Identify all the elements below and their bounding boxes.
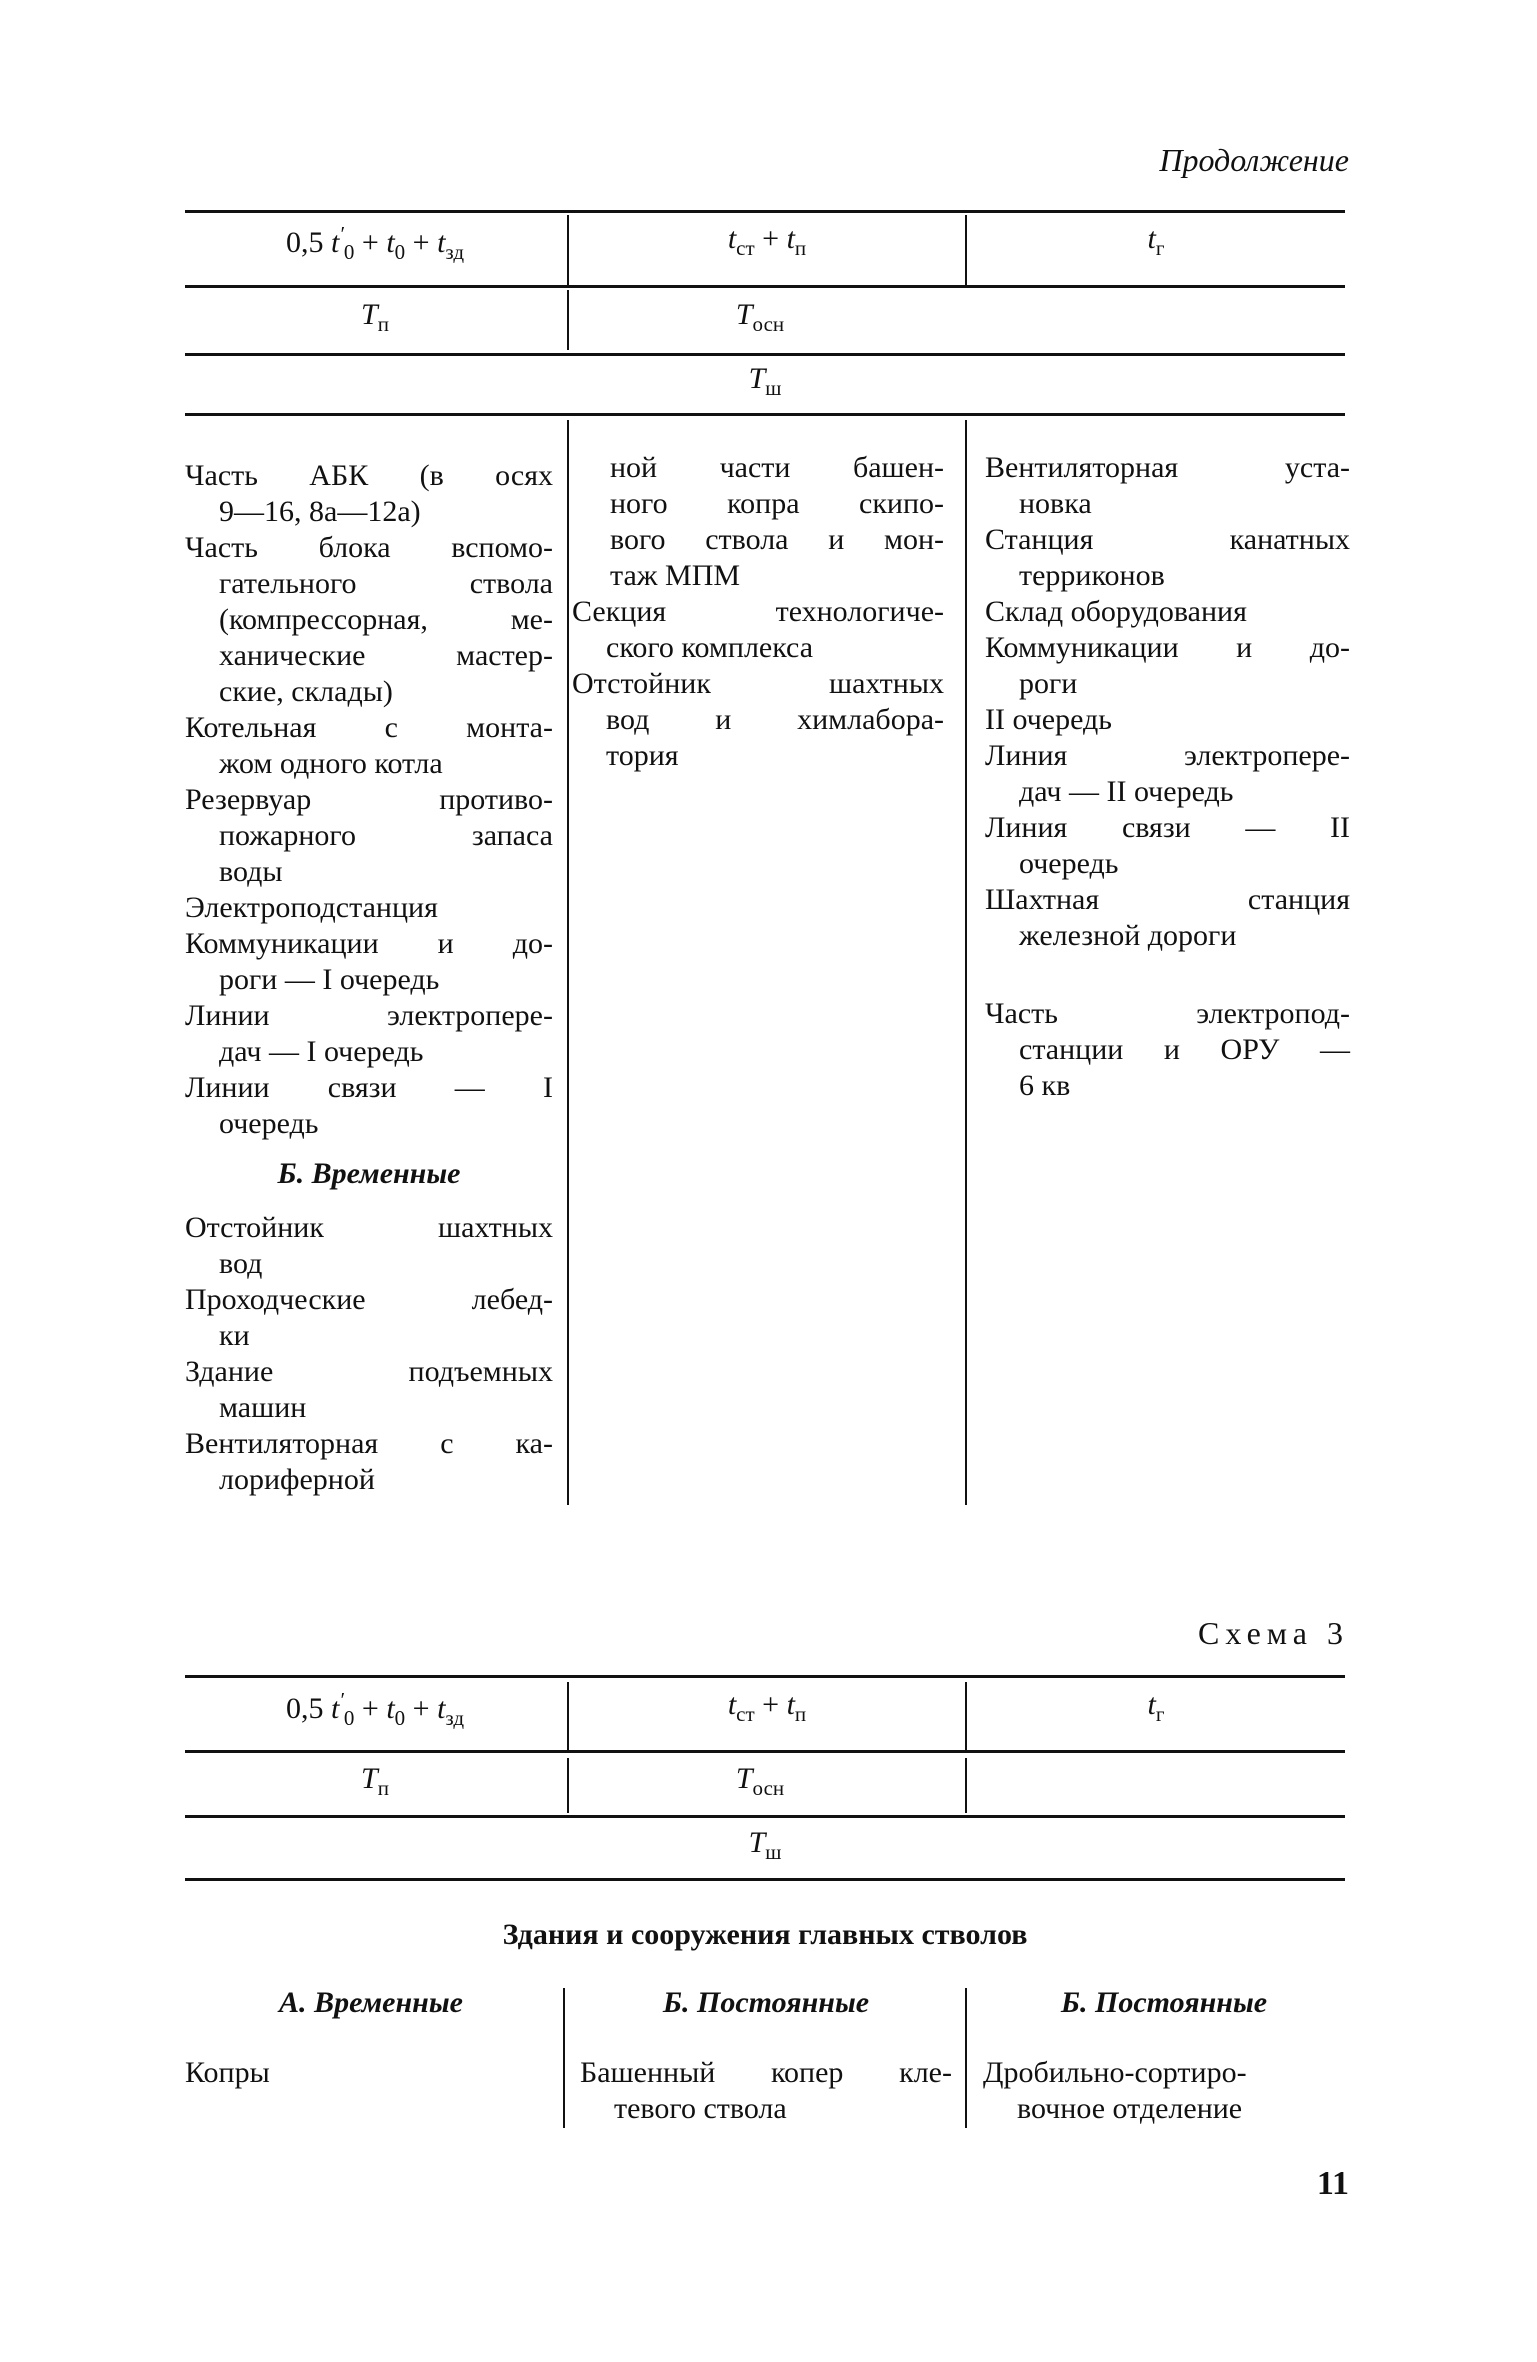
text-line: гательного ствола <box>219 567 553 600</box>
list-item <box>985 738 1350 810</box>
text-line: Коммуникации и до- <box>985 631 1350 664</box>
section-title: Здания и сооружения главных стволов <box>502 1918 1028 1951</box>
formula-term: $t'_0$ <box>330 222 355 264</box>
list-item <box>985 882 1350 954</box>
formula-term: $t_п$ <box>786 222 807 260</box>
list-item <box>185 890 553 926</box>
formula-term: $t_{ст}$ <box>727 222 755 260</box>
text-line: роги — I очередь <box>219 963 440 996</box>
text-line: ной части башен- <box>610 451 944 484</box>
formula-T-p <box>185 298 565 337</box>
list-item <box>985 630 1350 702</box>
text-line: вочное отделение <box>1017 2092 1243 2125</box>
table2-column-2 <box>580 1985 952 2127</box>
column-3 <box>985 450 1350 1104</box>
text-line: Вентиляторная уста- <box>985 451 1350 484</box>
list-item <box>985 522 1350 594</box>
list-item <box>185 710 553 782</box>
formula-T-p <box>185 1762 565 1801</box>
header-formula-3 <box>967 1688 1345 1727</box>
formula-T-sh <box>185 362 1345 401</box>
formula-T-sh <box>185 1826 1345 1865</box>
formula-term: $t_{зд}$ <box>437 1692 465 1730</box>
rule <box>185 1675 1345 1678</box>
text-line: Отстойник шахтных <box>185 1211 553 1244</box>
scheme-label: Схема 3 <box>1198 1615 1349 1651</box>
text-line: (компрессорная, ме- <box>219 603 553 636</box>
text-line: Линия связи — II <box>985 811 1350 844</box>
text-line: таж МПМ <box>610 559 741 592</box>
formula-term: $t_0$ <box>386 226 406 264</box>
formula-term: $t_г$ <box>1147 1688 1165 1726</box>
formula-T-osn <box>700 1762 820 1801</box>
text-line: пожарного запаса <box>219 819 553 852</box>
text-line: Вентиляторная с ка- <box>185 1427 553 1460</box>
column-divider <box>965 420 967 1505</box>
header-formula-2: $t_{ст} + t_п$ <box>727 1688 807 1726</box>
rule <box>185 285 1345 288</box>
text-line: 6 кв <box>1019 1069 1071 1102</box>
list-item <box>983 2055 1345 2127</box>
text-line: Склад оборудования <box>985 595 1247 628</box>
formula-term: $T_п$ <box>361 298 389 336</box>
text-line: Здание подъемных <box>185 1355 553 1388</box>
formula-term: $T_ш$ <box>748 1826 782 1864</box>
list-item <box>185 926 553 998</box>
list-item <box>185 2055 557 2091</box>
text-line: терриконов <box>1019 559 1165 592</box>
column-divider <box>563 1988 565 2128</box>
text-line: очередь <box>1019 847 1119 880</box>
text-line: Шахтная станция <box>985 883 1350 916</box>
formula-term: $t'_0$ <box>330 1688 355 1730</box>
formula-term: $T_п$ <box>361 1762 389 1800</box>
text-line: Часть электропод- <box>985 997 1350 1030</box>
header-formula-1: 0,5 $t'_0 + t_0 + t_{зд}$ <box>285 1688 465 1730</box>
text-line: тевого ствола <box>614 2092 787 2125</box>
page-number: 11 <box>1316 2165 1349 2202</box>
divider <box>965 1758 967 1813</box>
text-line: воды <box>219 855 283 888</box>
formula-term: $t_{зд}$ <box>437 226 465 264</box>
divider <box>567 290 569 350</box>
column-heading: Б. Постоянные <box>662 1986 870 2019</box>
list-item <box>185 1282 553 1354</box>
list-item <box>185 1354 553 1426</box>
text-line: Станция канатных <box>985 523 1350 556</box>
text-line: новка <box>1019 487 1092 520</box>
formula-T-osn <box>700 298 820 337</box>
text-line: ского комплекса <box>606 631 814 664</box>
text-line: железной дороги <box>1019 919 1237 952</box>
list-item <box>572 594 944 666</box>
formula-term: $T_{осн}$ <box>735 298 785 336</box>
text-line: Отстойник шахтных <box>572 667 944 700</box>
text-line: II очередь <box>985 703 1112 736</box>
text-line: Башенный копер кле- <box>580 2056 952 2089</box>
list-item <box>185 530 553 710</box>
list-item <box>185 1210 553 1282</box>
text-line: Линия электропере- <box>985 739 1350 772</box>
formula-term: $t_г$ <box>1147 222 1165 260</box>
subheading-temporary: Б. Временные <box>277 1157 461 1190</box>
rule <box>185 353 1345 356</box>
text-line: Электроподстанция <box>185 891 438 924</box>
formula-term: $t_{ст}$ <box>727 1688 755 1726</box>
header-formula-2: $t_{ст} + t_п$ <box>727 222 807 260</box>
list-item <box>985 702 1350 738</box>
text-line: вого ствола и мон- <box>610 523 944 556</box>
rule <box>185 413 1345 416</box>
text-line: Линии электропере- <box>185 999 553 1032</box>
list-item <box>185 1426 553 1498</box>
list-item <box>580 2055 952 2127</box>
header-formula-3 <box>967 222 1345 261</box>
list-item <box>985 594 1350 630</box>
divider <box>567 1758 569 1813</box>
text-line: Линии связи — I <box>185 1071 553 1104</box>
list-item <box>185 998 553 1070</box>
text-line: Проходческие лебед- <box>185 1283 553 1316</box>
rule <box>185 1878 1345 1881</box>
text-line: ного копра скипо- <box>610 487 944 520</box>
rule <box>185 1815 1345 1818</box>
text-line: очередь <box>219 1107 319 1140</box>
text-line: Часть блока вспомо- <box>185 531 553 564</box>
column-2 <box>572 450 944 774</box>
text-line: станции и ОРУ — <box>1019 1033 1350 1066</box>
formula-term: $T_ш$ <box>748 362 782 400</box>
text-line: вод <box>219 1247 263 1280</box>
formula-term: $t_п$ <box>786 1688 807 1726</box>
list-item <box>985 996 1350 1104</box>
column-divider <box>567 420 569 1505</box>
text-line: Часть АБК (в осях <box>185 459 553 492</box>
list-item <box>610 450 944 594</box>
list-item <box>185 782 553 890</box>
text-line: Котельная с монта- <box>185 711 553 744</box>
column-divider <box>965 1988 967 2128</box>
text-line: Дробильно-сортиро- <box>983 2056 1247 2089</box>
text-line: Резервуар противо- <box>185 783 553 816</box>
text-line: вод и химлабора- <box>606 703 944 736</box>
text-line: ские, склады) <box>219 675 393 708</box>
table2-column-3 <box>983 1985 1345 2127</box>
text-line: роги <box>1019 667 1078 700</box>
text-line: ханические мастер- <box>219 639 553 672</box>
text-line: Коммуникации и до- <box>185 927 553 960</box>
text-line: Секция технологиче- <box>572 595 944 628</box>
column-heading: Б. Постоянные <box>1060 1986 1268 2019</box>
column-heading: А. Временные <box>279 1986 463 2019</box>
list-item <box>572 666 944 774</box>
text-line: машин <box>219 1391 307 1424</box>
list-item <box>985 450 1350 522</box>
formula-term: $T_{осн}$ <box>735 1762 785 1800</box>
text-line: тория <box>606 739 679 772</box>
text-line: Копры <box>185 2056 270 2089</box>
text-line: ки <box>219 1319 250 1352</box>
rule <box>185 1750 1345 1753</box>
list-item <box>185 1070 553 1142</box>
column-1 <box>185 458 553 1498</box>
text-line: дач — II очередь <box>1019 775 1234 808</box>
header-formula-1: 0,5 $t'_0 + t_0 + t_{зд}$ <box>285 222 465 264</box>
rule <box>185 210 1345 213</box>
text-line: 9—16, 8а—12а) <box>219 495 421 528</box>
text-line: лориферной <box>219 1463 375 1496</box>
text-line: дач — I очередь <box>219 1035 424 1068</box>
list-item <box>985 810 1350 882</box>
text-line: жом одного котла <box>219 747 443 780</box>
continuation-label: Продолжение <box>1159 142 1349 178</box>
table2-column-1 <box>185 1985 557 2091</box>
formula-term: $t_0$ <box>386 1692 406 1730</box>
list-item <box>185 458 553 530</box>
